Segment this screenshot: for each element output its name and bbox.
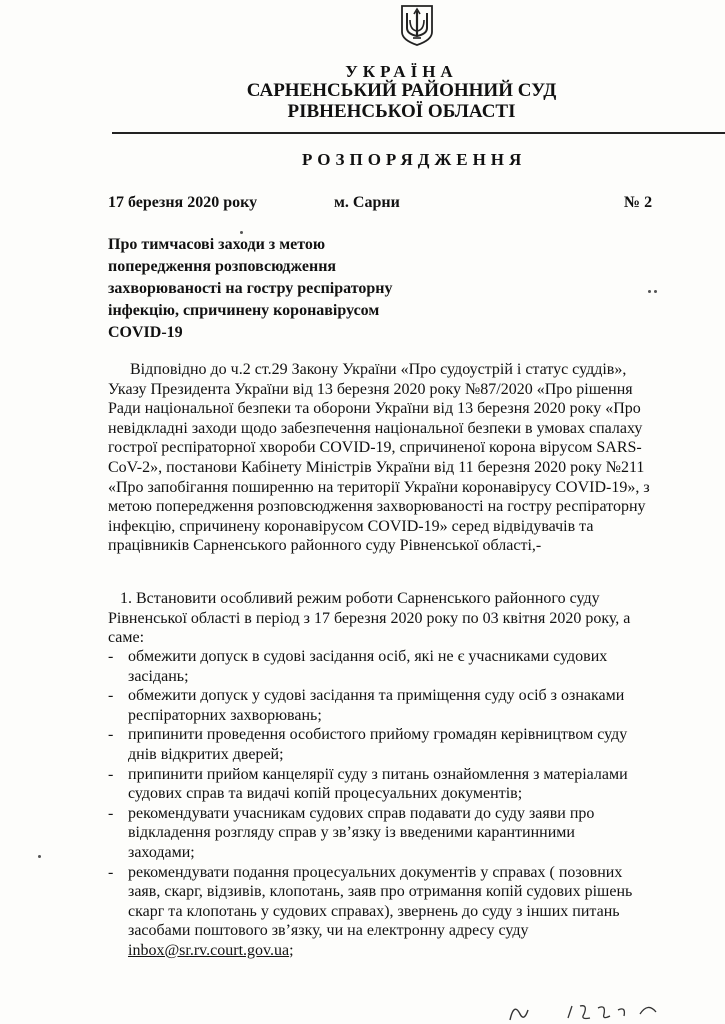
body-line: невідкладні заходи щодо забезпечення національної безпеки в умовах спалаху: [108, 419, 643, 437]
subject-line: інфекцію, спричинену коронавірусом: [108, 302, 380, 319]
list-item-line: припинити прийом канцелярії суду з питань ознайомлення з матеріалами: [128, 765, 628, 783]
dash-marker: -: [108, 765, 114, 783]
body-line: інфекцію, спричинену коронавірусом COVID-19» серед відвідувачів та: [108, 517, 594, 535]
document-subject: [108, 234, 393, 344]
trident-icon: [399, 4, 435, 46]
scan-speck: [648, 290, 651, 293]
list-item-line: заходами;: [128, 843, 195, 861]
body-line: «Про запобігання поширенню на території України коронавірусу COVID-19», з: [108, 478, 650, 496]
body-line: метою попередження розповсюдження захворюваності на гостру респіраторну: [108, 498, 646, 516]
item-line: саме:: [108, 629, 145, 647]
list-item: [108, 765, 632, 804]
body-line: Відповідно до ч.2 ст.29 Закону України «Про судоустрій і статус суддів»,: [130, 361, 627, 378]
scan-speck: [38, 855, 41, 858]
item-line: 1. Встановити особливий режим роботи Сарненського районного суду: [120, 590, 600, 607]
list-item: [108, 863, 632, 961]
court-email-link[interactable]: inbox@sr.rv.court.gov.ua: [128, 941, 290, 959]
list-item-line: респіраторних захворювань;: [128, 706, 322, 724]
court-region: РІВНЕНСЬКОЇ ОБЛАСТІ: [287, 101, 516, 122]
document-city: м. Сарни: [334, 194, 400, 211]
header-divider: [112, 132, 725, 134]
list-item-line: припинити проведення особистого прийому громадян керівництвом суду: [128, 726, 628, 744]
dash-marker: -: [108, 687, 114, 705]
list-item: [108, 647, 632, 686]
list-item-line: відкладення розгляду справ у зв’язку із введеними карантинними: [128, 824, 575, 842]
scan-speck: [654, 290, 657, 293]
list-item-line: судових справ та видачі копій процесуальних документів;: [128, 785, 523, 803]
list-item: [108, 686, 632, 725]
document-date: 17 березня 2020 року: [108, 194, 258, 211]
list-item-line: засобами поштового зв’язку, чи на електронну адресу суду: [128, 922, 529, 940]
list-item-line: обмежити допуск в судові засідання осіб, які не є учасниками судових: [128, 648, 608, 665]
subject-line: захворюваності на гостру респіраторну: [108, 280, 393, 297]
list-item-line: [128, 941, 632, 961]
list-item-line: скарг та клопотань у судових справах), звернень до суду з інших питань: [128, 902, 620, 920]
body-line: гострої респіраторної хвороби COVID-19, спричиненої корона вірусом SARS-: [108, 439, 642, 457]
subject-line: Про тимчасові заходи з метою: [108, 236, 326, 253]
list-item-line: рекомендувати учасникам судових справ подавати до суду заяви про: [128, 804, 595, 822]
court-name: САРНЕНСЬКИЙ РАЙОННИЙ СУД: [246, 80, 557, 101]
document-number: № 2: [624, 194, 653, 211]
list-item-line: рекомендувати подання процесуальних документів у справах ( позовних: [128, 863, 623, 881]
document-title: РОЗПОРЯДЖЕННЯ: [302, 150, 527, 169]
subject-line: COVID-19: [108, 324, 183, 341]
list-item-line: засідань;: [128, 667, 189, 685]
body-line: Ради національної безпеки та оборони України від 13 березня 2020 року «Про: [108, 400, 641, 418]
list-item-line: обмежити допуск у судові засідання та приміщення суду осіб з ознаками: [128, 687, 625, 705]
dash-marker: -: [108, 804, 114, 822]
measures-list: [108, 647, 632, 961]
item-line: Рівненської області в період з 17 березня 2020 року по 03 квітня 2020 року, а: [108, 609, 631, 627]
subject-line: попередження розповсюдження: [108, 258, 337, 275]
list-item: [108, 725, 632, 764]
body-line: працівників Сарненського районного суду Рівненської області,-: [108, 537, 542, 555]
country-heading: УКРАЇНА: [345, 62, 458, 81]
body-line: Указу Президента України від 13 березня 2020 року №87/2020 «Про рішення: [108, 380, 633, 398]
order-item-1: [108, 589, 630, 648]
scan-speck: [240, 231, 243, 234]
dash-marker: -: [108, 863, 114, 881]
handwritten-mark: [508, 1000, 668, 1024]
email-suffix: ;: [289, 941, 294, 959]
dash-marker: -: [108, 726, 114, 744]
list-item-line: днів відкритих дверей;: [128, 745, 284, 763]
dash-marker: -: [108, 648, 114, 665]
list-item-line: заяв, скарг, відзивів, клопотань, заяв про отримання копій судових рішень: [128, 883, 633, 901]
body-line: CoV-2», постанови Кабінету Міністрів України від 11 березня 2020 року №211: [108, 458, 645, 476]
preamble-paragraph: [108, 360, 650, 556]
list-item: [108, 804, 632, 863]
